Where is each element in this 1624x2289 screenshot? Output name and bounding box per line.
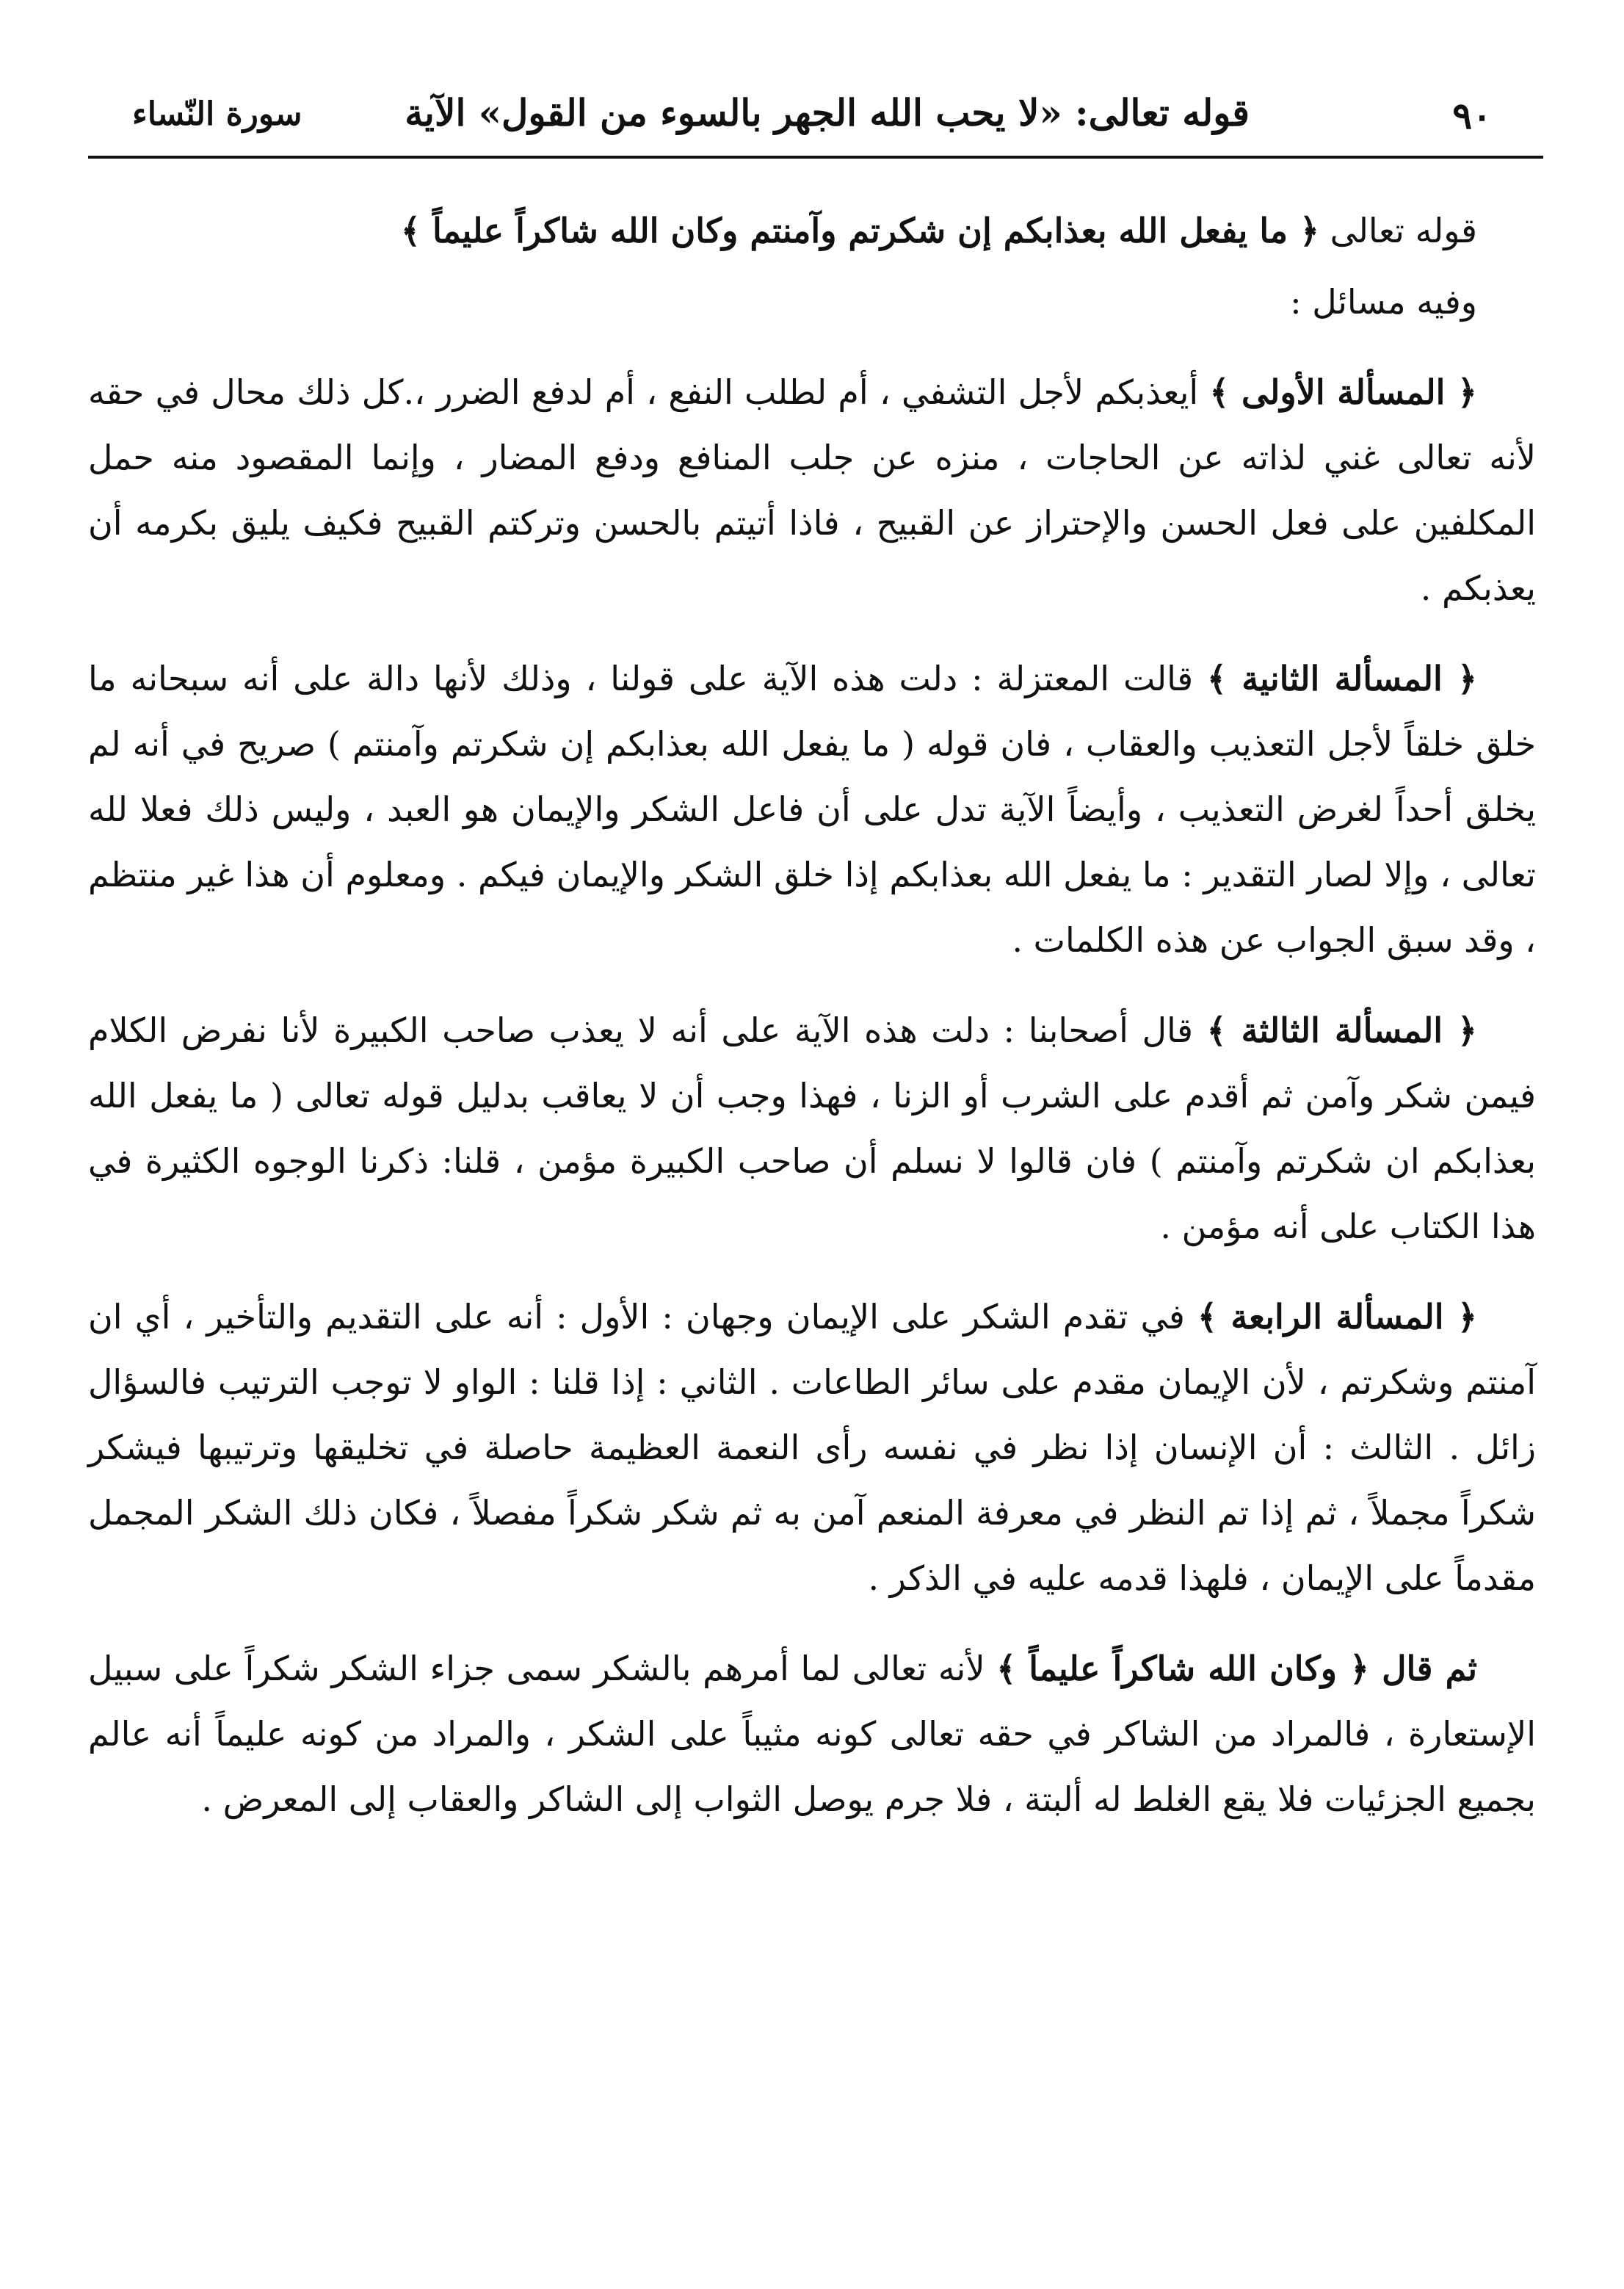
paragraph-closing [88,1636,1536,1832]
paragraph-issue-2 [88,646,1536,973]
paragraph-issue-4 [88,1284,1536,1611]
issue-heading: ﴿ المسألة الرابعة ﴾ [1197,1297,1477,1337]
surah-name: سورة النّساء [132,95,302,133]
header-divider [88,156,1543,159]
closing-heading: ثم قال ﴿ وكان الله شاكراً عليماً ﴾ [996,1649,1477,1688]
quoted-verse: ﴿ ما يفعل الله بعذابكم إن شكرتم وآمنتم وكان الله شاكراً عليماً ﴾ [400,211,1319,250]
closing-text: لأنه تعالى لما أمرهم بالشكر سمى جزاء الشكر شكراً على سبيل الإستعارة ، فالمراد من الشاكر في حقه تعالى كونه مثيباً على الشكر ، والمراد من كونه عليماً أنه عالم بجميع الجزئيات فلا يقع الغلط له ألبتة ، فلا جرم يوصل الثواب إلى الشاكر والعقاب إلى المعرض . [88,1649,1536,1819]
issues-intro: وفيه مسائل : [1290,282,1477,322]
issue-text: قالت المعتزلة : دلت هذه الآية على قولنا ، وذلك لأنها دالة على أنه سبحانه ما خلق خلقاً لأجل التعذيب والعقاب ، فان قوله ( ما يفعل الله بعذابكم إن شكرتم وآمنتم ) صريح في أنه لم يخلق أحداً لغرض التعذيب ، وأيضاً الآية تدل على أن فاعل الشكر والإيمان هو العبد ، وليس ذلك فعلا لله تعالى ، وإلا لصار التقدير : ما يفعل الله بعذابكم إذا خلق الشكر والإيمان فيكم . ومعلوم أن هذا غير منتظم ، وقد سبق الجواب عن هذه الكلمات . [88,659,1537,960]
issue-text: أيعذبكم لأجل التشفي ، أم لطلب النفع ، أم لدفع الضرر ،.كل ذلك محال في حقه لأنه تعالى غني لذاته عن الحاجات ، منزه عن جلب المنافع ودفع المضار ، وإنما المقصود منه حمل المكلفين على فعل الحسن والإحتراز عن القبيح ، فاذا أتيتم بالحسن وتركتم القبيح فكيف يليق بكرمه أن يعذبكم . [88,372,1536,608]
issue-text: في تقدم الشكر على الإيمان وجهان : الأول : أنه على التقديم والتأخير ، أي ان آمنتم وشكرتم ، لأن الإيمان مقدم على سائر الطاعات . الثاني : إذا قلنا : الواو لا توجب الترتيب فالسؤال زائل . الثالث : أن الإنسان إذا نظر في نفسه رأى النعمة العظيمة حاصلة في تخليقها وترتيبها فيشكر شكراً مجملاً ، ثم إذا تم النظر في معرفة المنعم آمن به ثم شكر شكراً مفصلاً ، فكان ذلك الشكر المجمل مقدماً على الإيمان ، فلهذا قدمه عليه في الذكر . [88,1297,1536,1598]
page-body [88,198,1536,1857]
running-title: قوله تعالى: «لا يحب الله الجهر بالسوء من القول» الآية [405,91,1250,134]
paragraph-issue-3 [88,998,1536,1259]
verse-lead: قوله تعالى [1330,211,1477,250]
issue-heading: ﴿ المسألة الأولى ﴾ [1209,372,1477,412]
page-header [88,88,1536,154]
paragraph-issue-1 [88,360,1536,621]
verse-intro [88,198,1536,264]
issue-heading: ﴿ المسألة الثالثة ﴾ [1206,1010,1477,1050]
issue-heading: ﴿ المسألة الثانية ﴾ [1207,659,1477,698]
page-number: ٩٠ [1452,94,1492,137]
issue-text: قال أصحابنا : دلت هذه الآية على أنه لا يعذب صاحب الكبيرة لأنا نفرض الكلام فيمن شكر وآمن ثم أقدم على الشرب أو الزنا ، فهذا وجب أن لا يعاقب بدليل قوله تعالى ( ما يفعل الله بعذابكم ان شكرتم وآمنتم ) فان قالوا لا نسلم أن صاحب الكبيرة مؤمن ، قلنا: ذكرنا الوجوه الكثيرة في هذا الكتاب على أنه مؤمن . [88,1010,1536,1246]
